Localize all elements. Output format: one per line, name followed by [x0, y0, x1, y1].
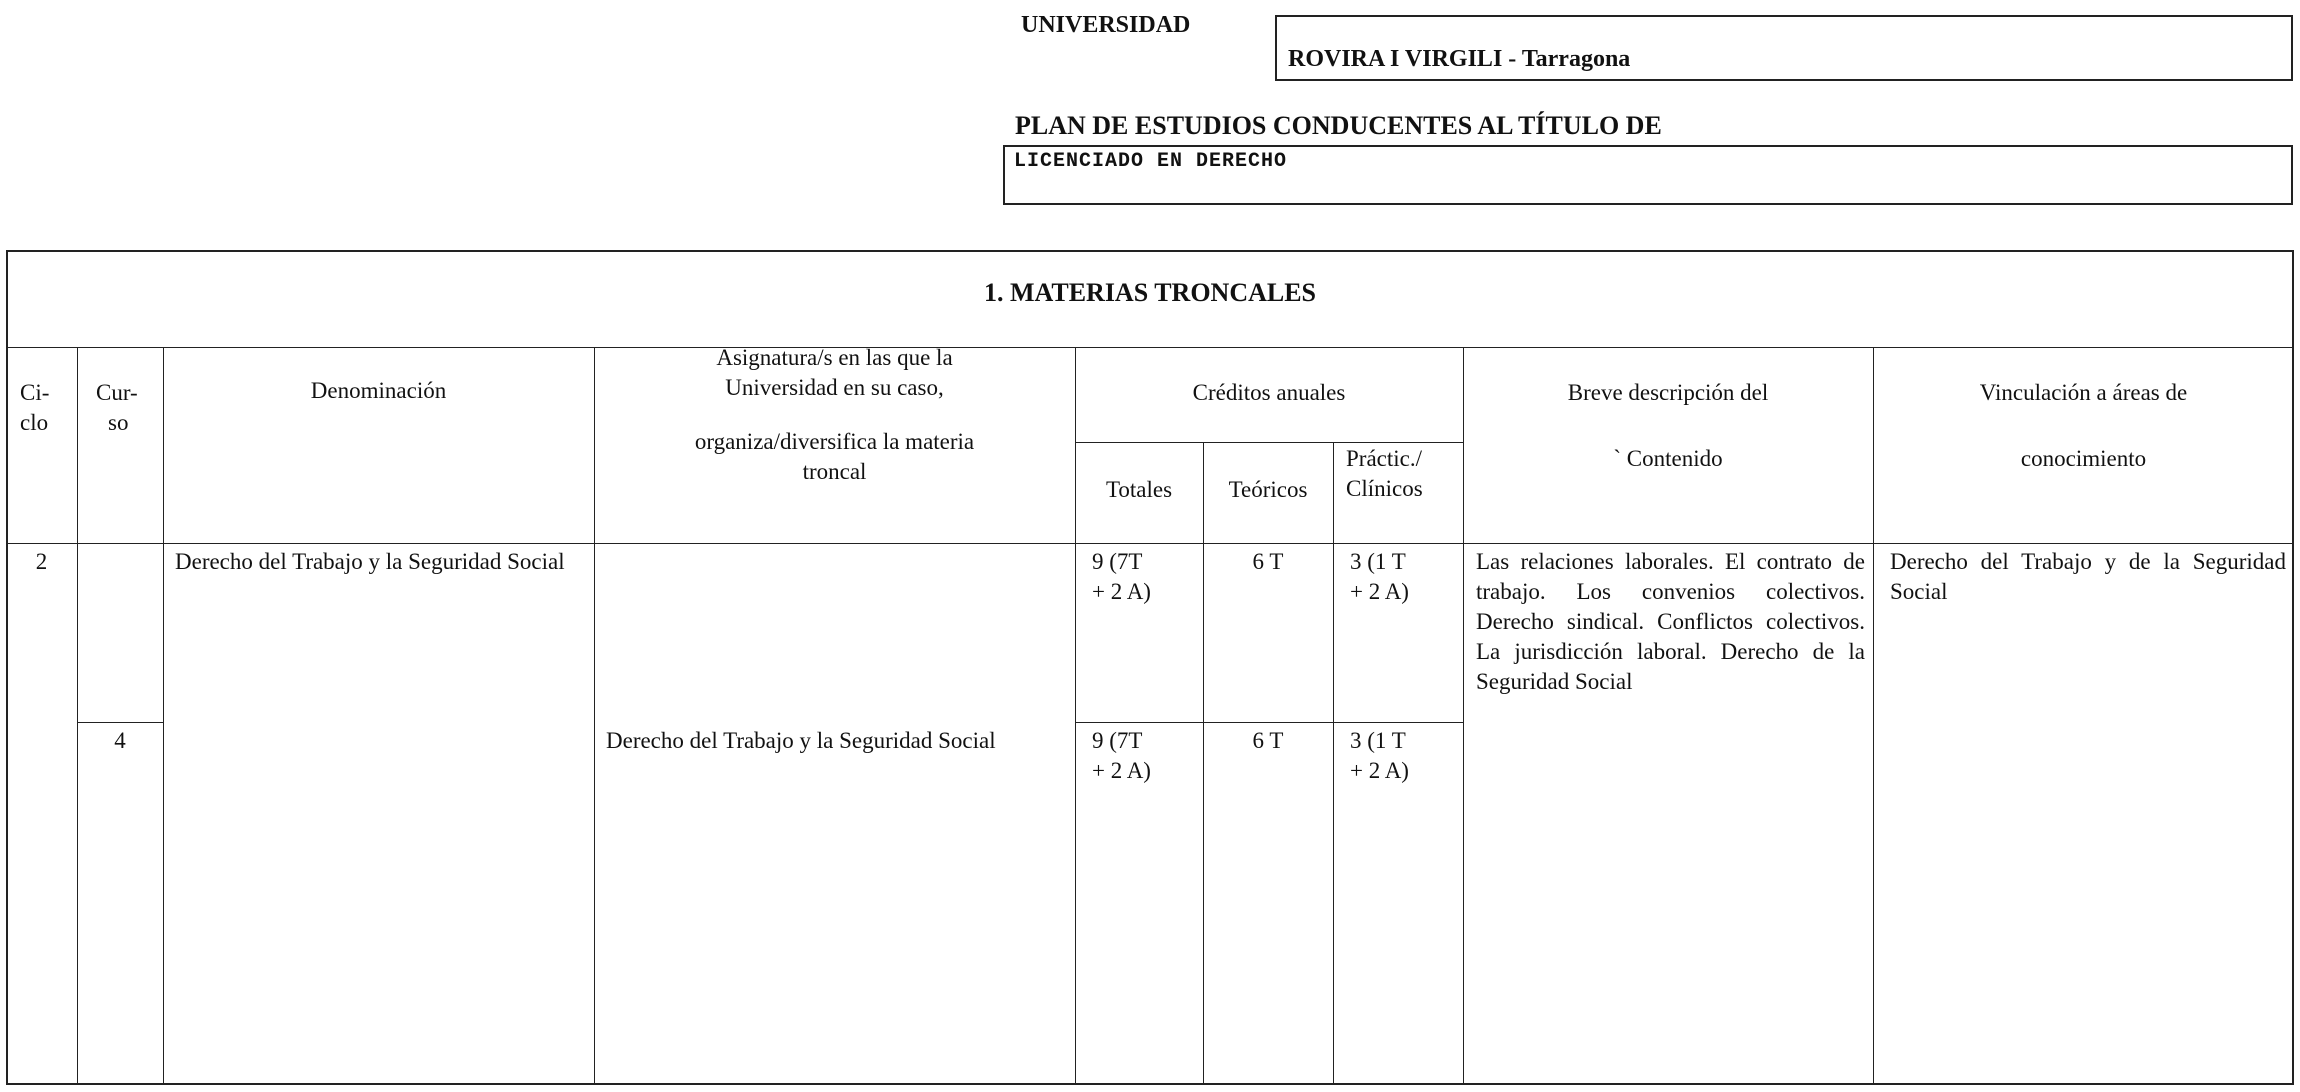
row1-practicos: 3 (1 T + 2 A): [1350, 549, 1409, 604]
header-curso: Cur- so: [96, 380, 138, 435]
plan-label: PLAN DE ESTUDIOS CONDUCENTES AL TÍTULO DE: [1015, 111, 1662, 140]
row1-teoricos: 6 T: [1252, 549, 1284, 574]
row1-denominacion: Derecho del Trabajo y la Seguridad Social: [175, 549, 565, 574]
header-totales: Totales: [1105, 477, 1173, 502]
creditos-row-rule: [1075, 722, 1463, 723]
col-rule-2: [163, 347, 164, 1085]
col-rule-4: [1075, 347, 1076, 1085]
header-bottom-rule: [6, 543, 2294, 544]
row2-teoricos: 6 T: [1252, 728, 1284, 753]
universidad-label: UNIVERSIDAD: [1021, 12, 1191, 38]
header-creditos-anuales: Créditos anuales: [1192, 380, 1346, 405]
row2-practicos: 3 (1 T + 2 A): [1350, 728, 1409, 783]
section-title: 1. MATERIAS TRONCALES: [983, 278, 1317, 307]
curso-row-rule: [77, 722, 163, 723]
header-denominacion: Denominación: [310, 378, 447, 403]
header-practicos: Práctic./ Clínicos: [1346, 446, 1423, 501]
creditos-sub-rule: [1075, 442, 1463, 443]
col-rule-5: [1203, 442, 1204, 1085]
header-descripcion: Breve descripción del ` Contenido: [1567, 380, 1769, 471]
row1-vinculacion: Derecho del Trabajo y de la Seguridad Social: [1890, 549, 2286, 604]
col-rule-6: [1333, 442, 1334, 1085]
header-ciclo: Ci- clo: [20, 380, 50, 435]
header-teoricos: Teóricos: [1228, 477, 1308, 502]
titulo-value: LICENCIADO EN DERECHO: [1014, 150, 1288, 173]
universidad-value: ROVIRA I VIRGILI - Tarragona: [1288, 46, 1631, 72]
header-vinculacion: Vinculación a áreas de conocimiento: [1979, 380, 2188, 471]
row2-curso: 4: [114, 728, 126, 753]
col-rule-1: [77, 347, 78, 1085]
row1-descripcion: Las relaciones laborales. El contrato de trabajo. Los convenios colectivos. Derecho sindical. Conflictos colectivos. La jurisdicción laboral. Derecho de la Seguridad Social: [1476, 549, 1865, 694]
row2-totales: 9 (7T + 2 A): [1092, 728, 1151, 783]
header-top-rule: [6, 347, 2294, 348]
row1-ciclo: 2: [35, 549, 48, 574]
row1-totales: 9 (7T + 2 A): [1092, 549, 1151, 604]
row2-asignatura: Derecho del Trabajo y la Seguridad Social: [606, 728, 996, 753]
header-asignatura: Asignatura/s en las que la Universidad en su caso, organiza/diversifica la materia troncal: [694, 345, 975, 484]
